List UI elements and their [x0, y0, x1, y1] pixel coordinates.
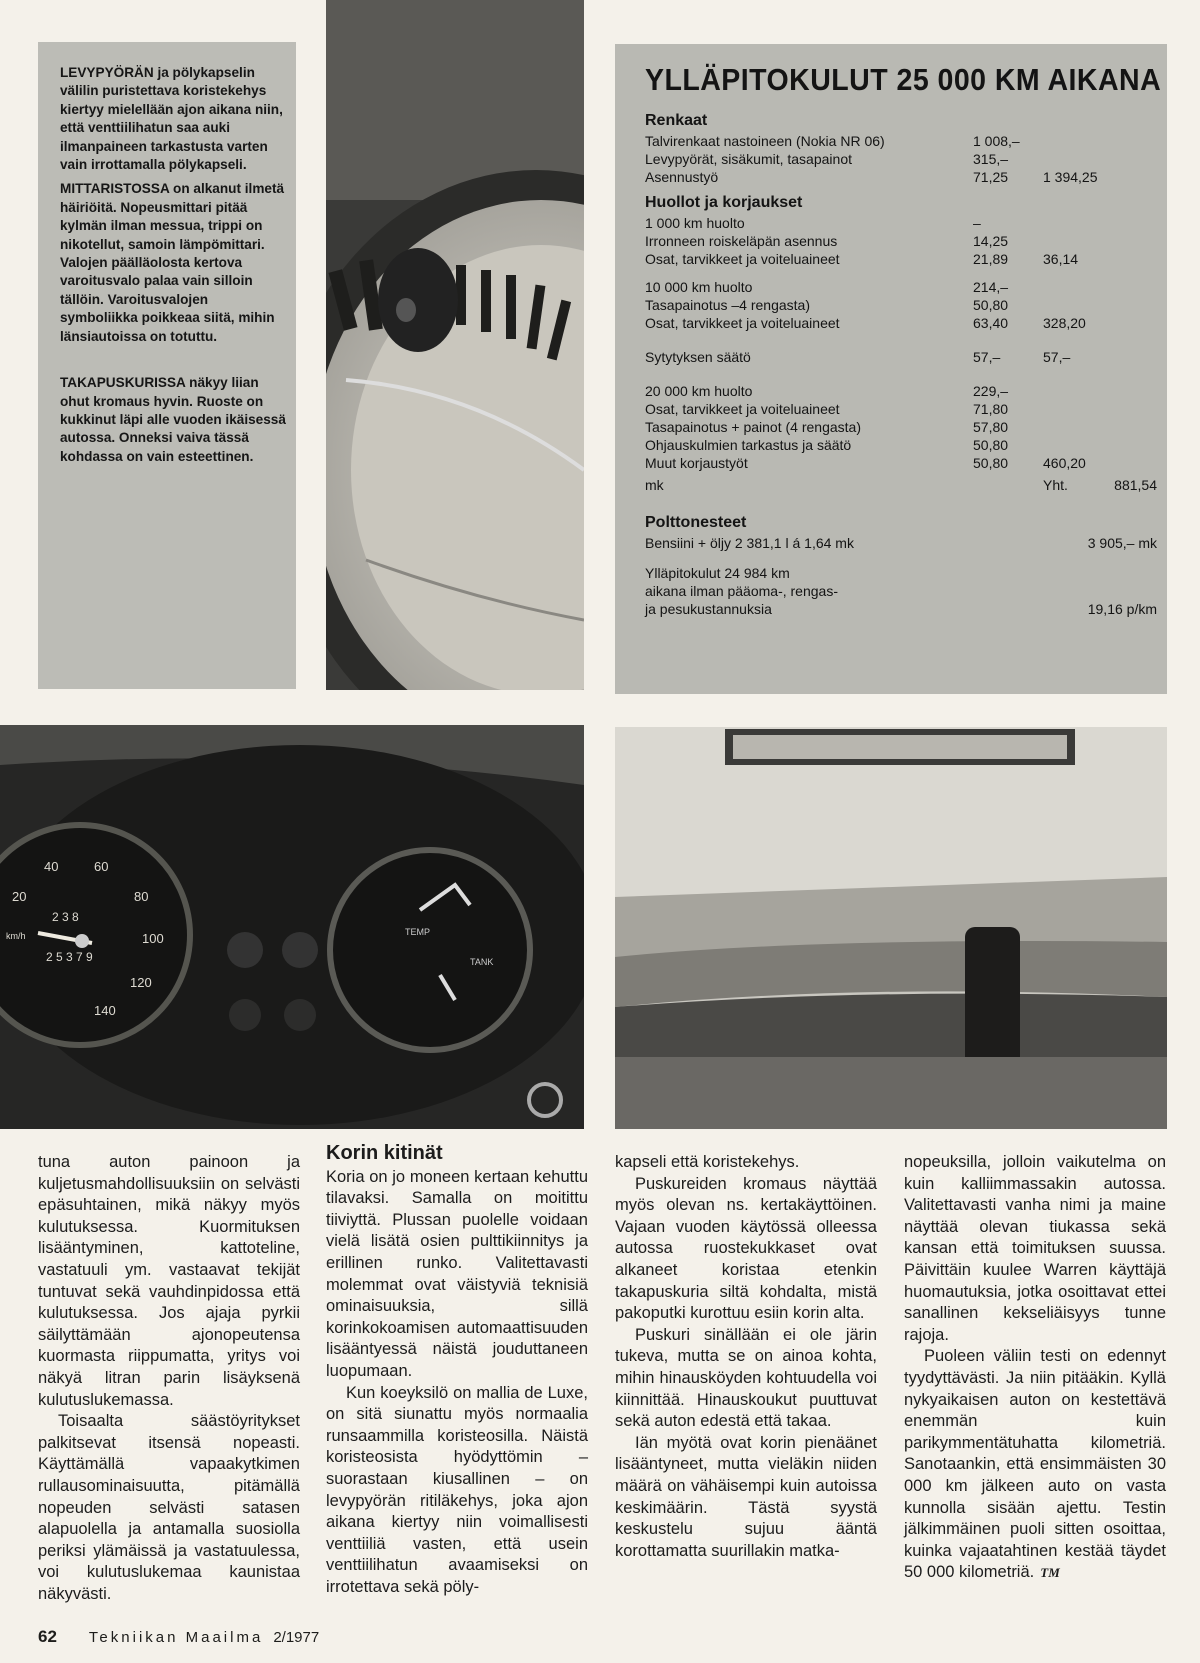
cost-row: 1 000 km huolto –	[645, 215, 981, 231]
caption-panel	[38, 42, 296, 689]
summary-line: Ylläpitokulut 24 984 km	[645, 565, 790, 581]
temp-label: TEMP	[405, 927, 431, 937]
cost-row: Sytytyksen säätö 57,– 57,–	[645, 349, 1071, 365]
speed-tick-label: 60	[94, 859, 109, 874]
paragraph: Koria on jo moneen kertaan kehuttu tilavaksi. Samalla on moitittu tiiviyttä. Plussan puolelle voidaan vielä lisätä osien pulttikiinnitys ja erillinen runko. Valitettavasti molemmat ovat väistyviä teknisiä ominaisuuksia, sillä korinkokoamisen automaattisuuden lisääntyessä näistä jouduttaneen luopumaan.	[326, 1167, 588, 1380]
caption-wheel: LEVYPYÖRÄN ja pölykapselin välilin puristettava koristekehys kiertyy mielellään ajon aikana niin, että venttiilihatun saa auki ilmanpaineen tarkastusta varten vain irrottamalla pölykapseli.	[60, 65, 283, 173]
paragraph: tuna auton painoon ja kuljetusmahdollisuuksiin on selvästi epäsuhtainen, mikä näkyy myös kulutuksessa. Kuormituksen lisääntyminen, kattoteline, vastatuuli ym. vastaavat tekijät tuntuvat sekä vauhdinpidossa että kulutuksessa. Jos ajaja pyrkii säilyttämään ajonopeutensa kuormasta riippumatta, yritys voi näkyä litran parin lisäyksenä kulutuslukemassa.	[38, 1153, 300, 1409]
section-heading: Korin kitinät	[326, 1142, 443, 1164]
article-column-2	[326, 1143, 588, 1598]
summary-line: aikana ilman pääoma-, rengas-	[645, 583, 838, 599]
paragraph: Iän myötä ovat korin pienäänet lisääntyneet, mutta vieläkin niiden määrä on vähäisempi kuin autoissa keskimäärin. Tästä syystä keskustelu sujuu ääntä korottamatta suurillakin matka-	[615, 1433, 877, 1560]
trip-counter: 2 3 8	[52, 910, 79, 924]
cost-row: Tasapainotus –4 rengasta) 50,80	[645, 297, 1009, 313]
tm-logo: TM	[1040, 1565, 1060, 1581]
speed-tick-label: 40	[44, 859, 59, 874]
magazine-name: Tekniikan Maailma	[88, 1629, 264, 1646]
cost-row: Asennustyö 71,25 1 394,25	[645, 169, 1098, 185]
speed-tick-label: 20	[12, 889, 27, 904]
bumper-photo	[615, 727, 1167, 1129]
warning-light-icon	[282, 932, 318, 968]
page-footer	[38, 1627, 319, 1647]
paragraph: kapseli että koristekehys.	[615, 1153, 800, 1171]
cost-table-title: YLLÄPITOKULUT 25 000 KM AIKANA	[645, 62, 1162, 97]
article-column-4	[904, 1152, 1166, 1584]
paragraph: Puoleen väliin testi on edennyt tyydyttävästi. Ja niin pitääkin. Kyllä nykyaikaisen auton on kestettävä enemmän kuin parikymmentätuhatta kilometriä. Sanotaankin, että ensimmäisten 30 000 km jälkeen auto on vasta kunnolla sisään ajettu. Testin jälkimmäinen puoli sitten osoittaa, kuinka vajaatahtinen kestää täydet 50 000 kilometriä. TM	[904, 1347, 1166, 1582]
cost-row: 20 000 km huolto 229,–	[645, 383, 1009, 399]
speed-tick-label: 100	[142, 931, 164, 946]
caption-gauges: MITTARISTOSSA on alkanut ilmetä häiriöitä. Nopeusmittari pitää kylmän ilman messua, trippi on nikotellut, samoin lämpömittari. Valojen päälläolosta kertova varoitusvalo palaa vain silloin tällöin. Varoitusvalojen symboliikka poikkeaa siitä, mihin länsiautoissa on totuttu.	[60, 181, 285, 344]
article-column-3	[615, 1152, 877, 1562]
speed-tick-label: 140	[94, 1003, 116, 1018]
paragraph: nopeuksilla, jolloin vaikutelma on kuin kalliimmassakin autossa. Valitettavasti vanha nimi ja maine näyttää olevan tiukassa sekä kansan että toimituksen suussa. Päivittäin kuulee Warren käyttäjä huomautuksia, jotka osoittavat ettei sanallinen kekseliäisyys tunne rajoja.	[904, 1153, 1166, 1344]
cost-row: Tasapainotus + painot (4 rengasta) 57,80	[645, 419, 1009, 435]
cost-row: 10 000 km huolto 214,–	[645, 279, 1009, 295]
wheel-photo	[326, 0, 584, 690]
fuel-row: Bensiini + öljy 2 381,1 l á 1,64 mk 3 905,– mk	[645, 535, 1157, 551]
article-column-1	[38, 1152, 300, 1605]
page-number: 62	[38, 1627, 57, 1646]
maintenance-cost-table	[615, 44, 1167, 694]
summary-line: ja pesukustannuksia 19,16 p/km	[645, 601, 1157, 617]
paragraph: Toisaalta säästöyritykset palkitsevat itsensä nopeasti. Käyttämällä vapaakytkimen rullausominaisuutta, pitämällä nopeuden selvästi satasen alapuolella ja antamalla suosiolla periksi ylämäissä ja vastatuulessa, voi kulutuslukemaa kaunistaa näkyvästi.	[38, 1412, 300, 1603]
cost-row: Muut korjaustyöt 50,80 460,20	[645, 455, 1086, 471]
cost-row: Osat, tarvikkeet ja voiteluaineet 21,89 36,14	[645, 251, 1079, 267]
cost-row: Ohjauskulmien tarkastus ja säätö 50,80	[645, 437, 1009, 453]
speed-tick-label: 80	[134, 889, 149, 904]
fuel-heading: Polttonesteet	[645, 514, 747, 531]
speed-unit: km/h	[6, 931, 26, 941]
paragraph: Puskuri sinällään ei ole järin tukeva, mutta se on ainoa kohta, mihin hinausköyden kohtuudella voi kiinnittää. Hinauskoukut puuttuvat sekä auton edestä että takaa.	[615, 1325, 877, 1431]
cost-row: Talvirenkaat nastoineen (Nokia NR 06) 1 008,–	[645, 133, 1020, 149]
odometer: 2 5 3 7 9	[46, 950, 93, 964]
dashboard-photo	[0, 725, 584, 1129]
issue-number: 2/1977	[273, 1629, 320, 1646]
cost-row: Levypyörät, sisäkumit, tasapainot 315,–	[645, 151, 1009, 167]
paragraph: Puskureiden kromaus näyttää myös olevan ns. kertakäyttöinen. Vajaan vuoden käytössä olleessa autossa ruostekukkaset ovat alkaneet koristaa etenkin takapuskuria siltä kohdalta, mistä pakoputki kurottuu esiin korin alta.	[615, 1174, 877, 1323]
warning-light-icon	[227, 932, 263, 968]
tyres-heading: Renkaat	[645, 112, 708, 129]
cost-row: Irronneen roiskeläpän asennus 14,25	[645, 233, 1009, 249]
cost-total-row: mk Yht. 881,54	[645, 477, 1157, 493]
cost-row: Osat, tarvikkeet ja voiteluaineet 63,40 328,20	[645, 315, 1086, 331]
speed-tick-label: 120	[130, 975, 152, 990]
paragraph: Kun koeyksilö on mallia de Luxe, on sitä siunattu myös normaalia runsaammilla koristeosilla. Näistä koristeosista hyödyttömin – suorastaan kiusallinen – on levypyörän ritiläkehys, joka ajon aikana kiertyy niin voimallisesti venttiiliä vasten, että usein venttiilihatun avaamiseksi on irrotettava sekä pöly-	[326, 1383, 588, 1596]
tank-label: TANK	[470, 957, 494, 967]
caption-bumper: TAKAPUSKURISSA näkyy liian ohut kromaus hyvin. Ruoste on kukkinut läpi alle vuoden ikäisessä autossa. Onneksi vaiva tässä kohdassa on vain esteettinen.	[60, 375, 286, 464]
cost-row: Osat, tarvikkeet ja voiteluaineet 71,80	[645, 401, 1009, 417]
service-heading: Huollot ja korjaukset	[645, 194, 803, 211]
